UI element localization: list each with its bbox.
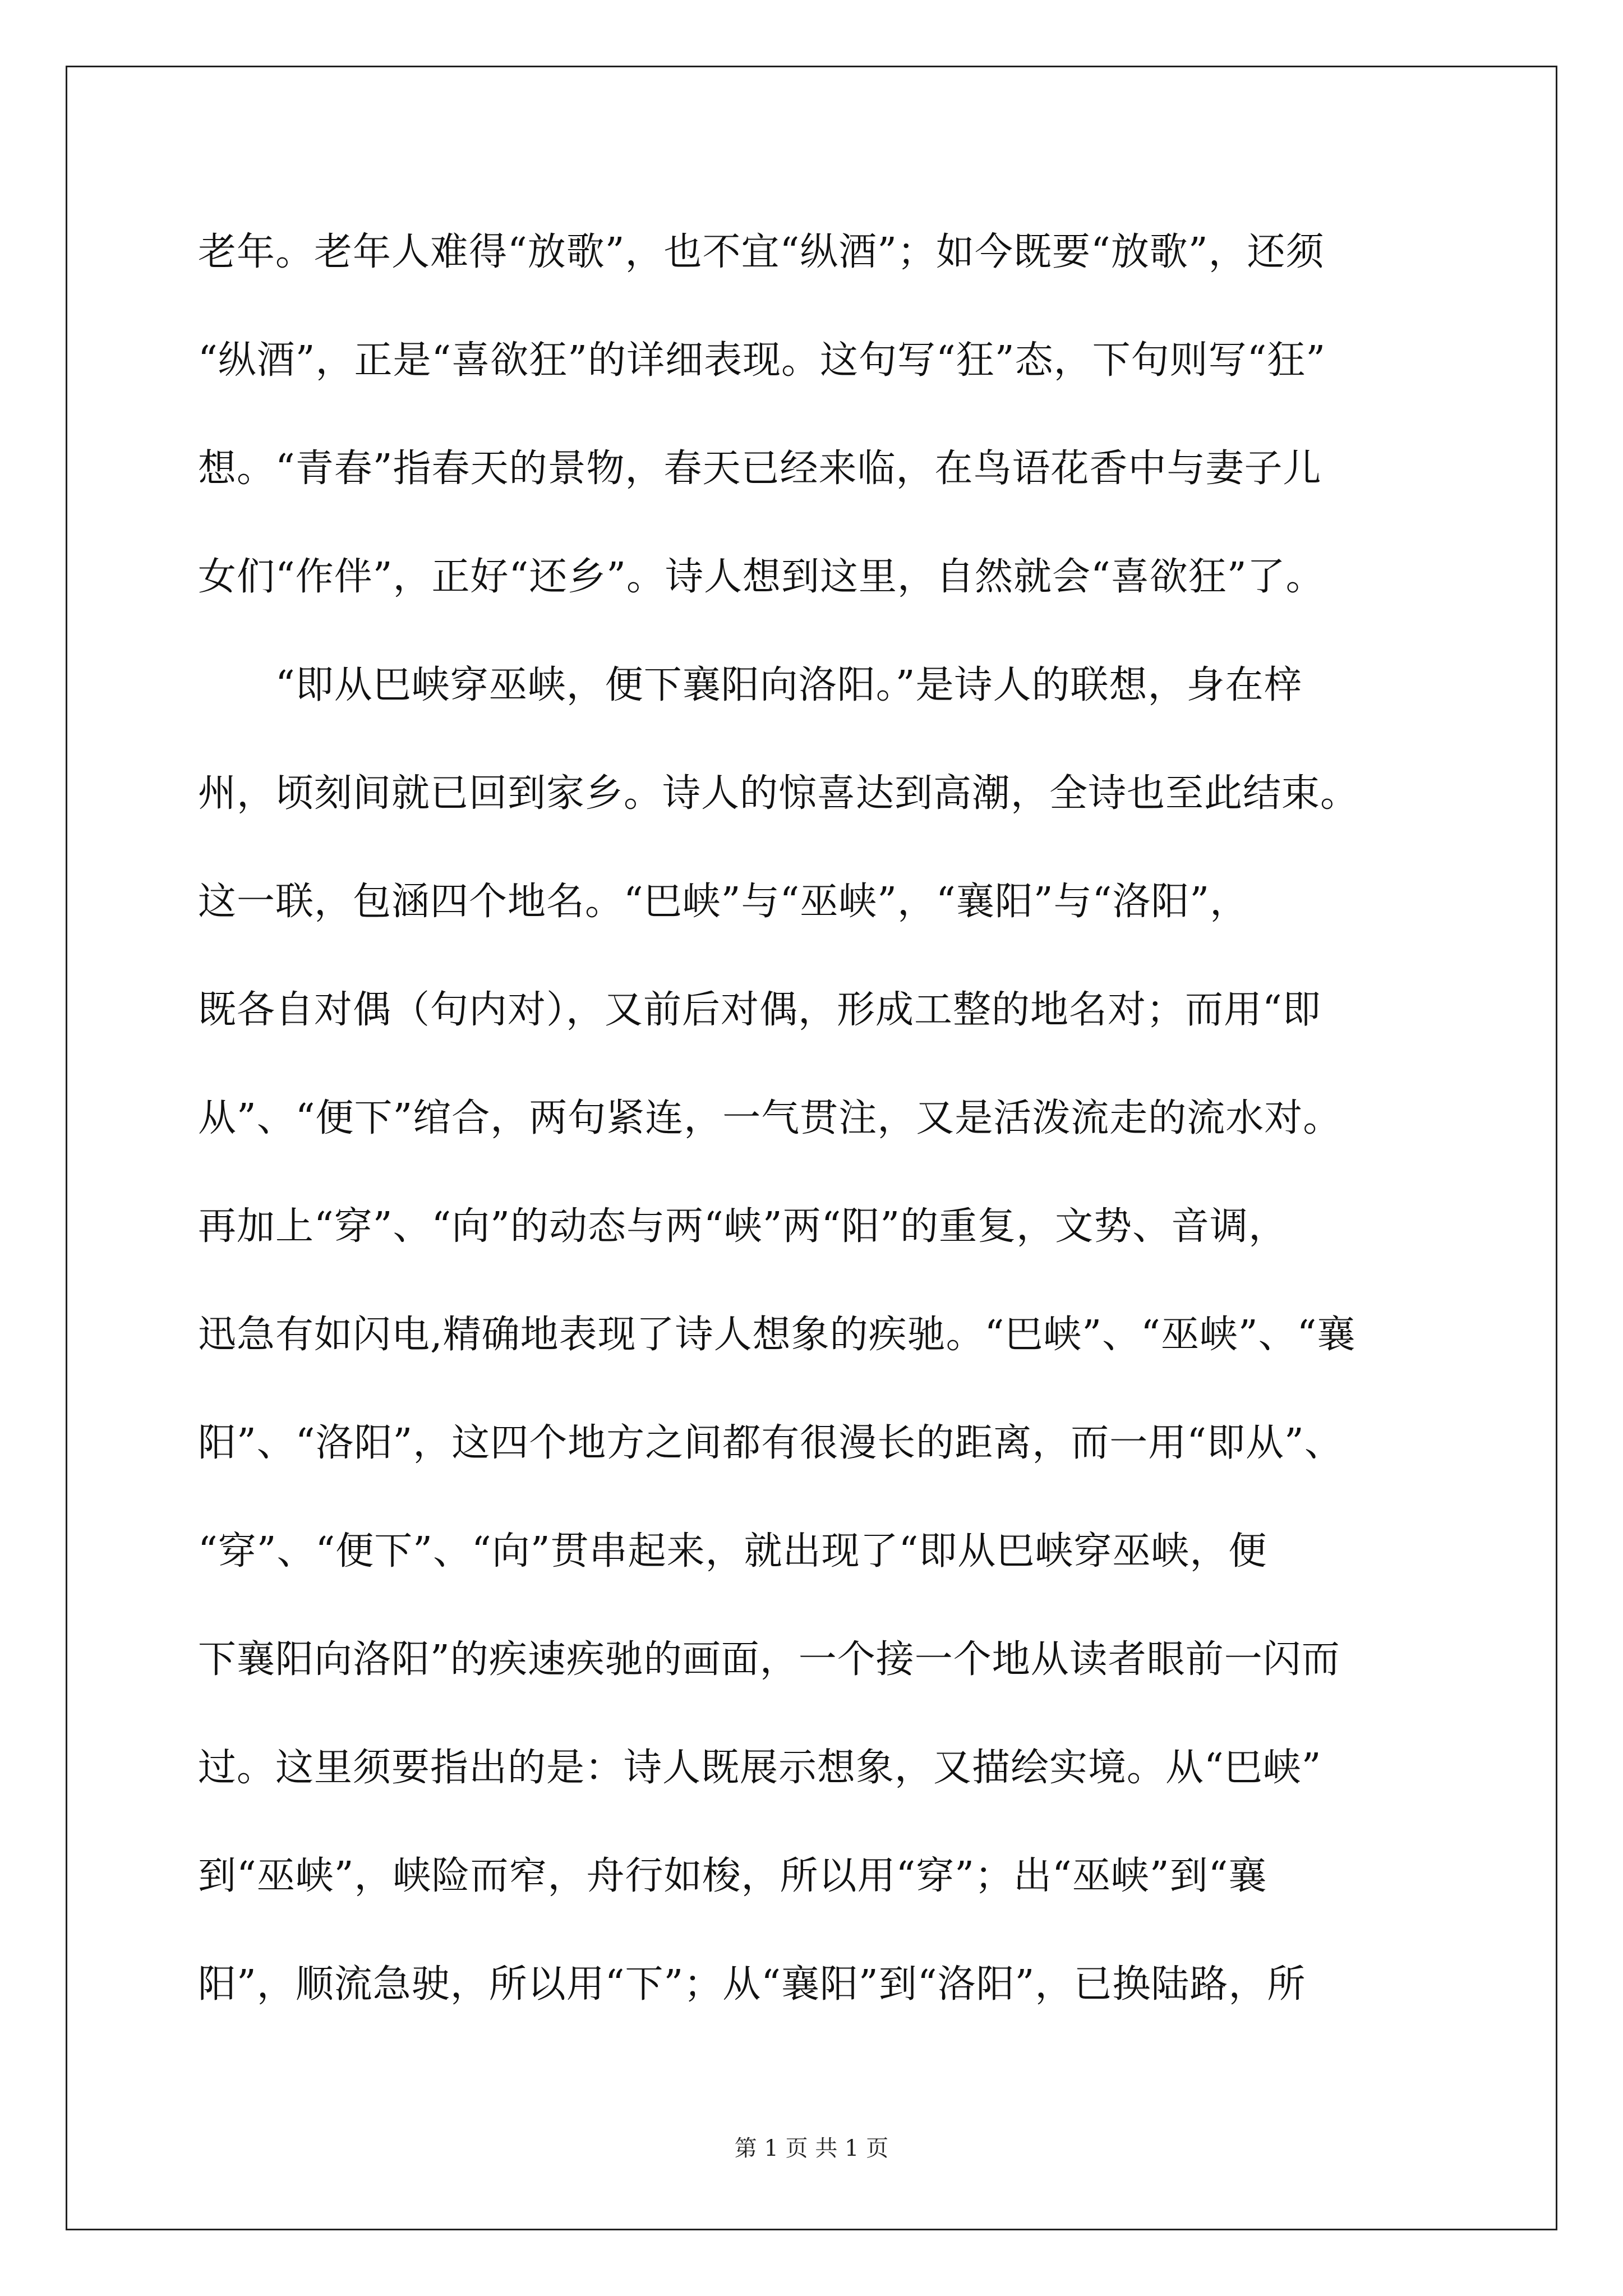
text-line: 阳”、“洛阳”，这四个地方之间都有很漫长的距离，而一用“即从”、 xyxy=(198,1421,1343,1465)
text-line: 女们“作伴”，正好“还乡”。诗人想到这里，自然就会“喜欲狂”了。 xyxy=(198,555,1325,599)
text-line: 到“巫峡”，峡险而窄，舟行如梭，所以用“穿”；出“巫峡”到“襄 xyxy=(198,1854,1267,1898)
text-line: 阳”，顺流急驶，所以用“下”；从“襄阳”到“洛阳”，已换陆路，所 xyxy=(198,1962,1306,2007)
text-line: “纵酒”，正是“喜欲狂”的详细表现。这句写“狂”态，下句则写“狂” xyxy=(198,338,1326,383)
text-line: 老年。老年人难得“放歌”，也不宜“纵酒”；如今既要“放歌”，还须 xyxy=(198,230,1325,274)
text-line: 从”、“便下”绾合，两句紧连，一气贯注，又是活泼流走的流水对。 xyxy=(198,1096,1342,1140)
text-line: 下襄阳向洛阳”的疾速疾驰的画面，一个接一个地从读者眼前一闪而 xyxy=(198,1637,1340,1682)
text-line: “即从巴峡穿巫峡，便下襄阳向洛阳。”是诗人的联想，身在梓 xyxy=(275,663,1303,707)
text-line: 州，顷刻间就已回到家乡。诗人的惊喜达到高潮，全诗也至此结束。 xyxy=(198,771,1359,816)
text-line: 既各自对偶（句内对），又前后对偶，形成工整的地名对；而用“即 xyxy=(198,988,1321,1032)
text-line: 想。“青春”指春天的景物，春天已经来临，在鸟语花香中与妻子儿 xyxy=(198,447,1322,491)
text-line: 再加上“穿”、“向”的动态与两“峡”两“阳”的重复，文势、音调， xyxy=(198,1204,1288,1249)
text-line: 迅急有如闪电,精确地表现了诗人想象的疾驰。“巴峡”、“巫峡”、“襄 xyxy=(198,1313,1356,1357)
page-number-footer: 第 1 页 共 1 页 xyxy=(734,2136,889,2161)
text-line: 这一联，包涵四个地名。“巴峡”与“巫峡”，“襄阳”与“洛阳”， xyxy=(198,880,1249,924)
text-line: “穿”、“便下”、“向”贯串起来，就出现了“即从巴峡穿巫峡，便 xyxy=(198,1529,1267,1573)
text-line: 过。这里须要指出的是：诗人既展示想象，又描绘实境。从“巴峡” xyxy=(198,1746,1322,1790)
